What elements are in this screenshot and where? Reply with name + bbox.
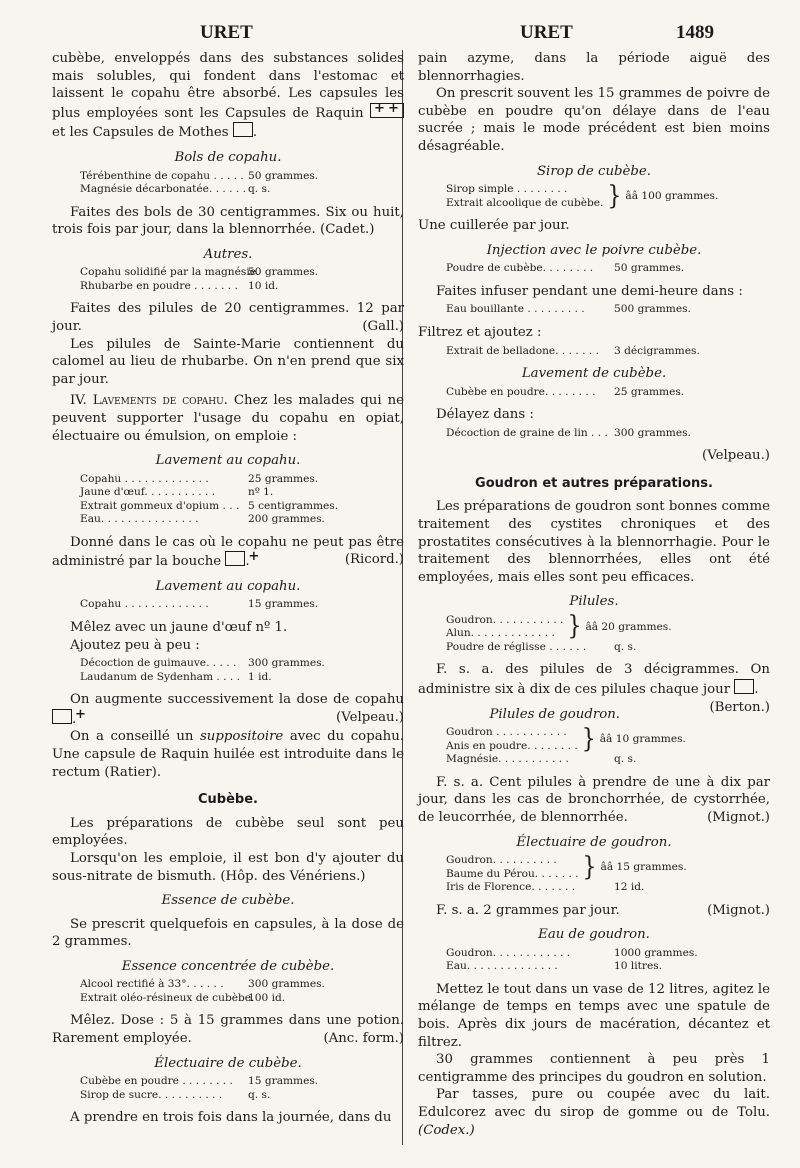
recipe xyxy=(446,303,770,317)
source: (Velpeau.) xyxy=(702,448,770,464)
quantity: ââ 15 grammes. xyxy=(600,860,687,873)
recipe-line xyxy=(80,280,404,294)
text: Donné dans le cas où le copahu ne peut pas être administré par la bouche xyxy=(52,534,404,570)
text: Chez les malades qui ne peuvent supporter l'usage du copahu en opiat, électuaire ou émulsion, on emploie : xyxy=(52,393,404,444)
paragraph xyxy=(52,300,404,335)
recipe-title: Pilules de goudron. xyxy=(489,706,621,722)
brace-group xyxy=(446,854,770,881)
recipe xyxy=(80,266,404,293)
quantity: 50 grammes. xyxy=(248,169,319,182)
source: (Anc. form.) xyxy=(323,1031,404,1047)
text: F. s. a. des pilules de 3 décigrammes. On administre six à dix de ces pilules chaque jour xyxy=(418,662,770,698)
recipe xyxy=(446,947,770,974)
paragraph xyxy=(52,850,404,885)
brace-group xyxy=(446,611,770,642)
text: avec du copahu. Une capsule de Raquin huilée est introduite dans le rectum (Ratier). xyxy=(52,729,404,780)
recipe-line xyxy=(446,262,770,276)
recipe-line xyxy=(80,486,404,500)
recipe-line xyxy=(80,170,404,184)
ingredient: Goudron . . . . . . . . . . . xyxy=(446,726,567,739)
paragraph: Les préparations de cubèbe seul sont peu employées. xyxy=(52,815,404,849)
source: (Codex.) xyxy=(418,1122,475,1138)
source: (Cadet.) xyxy=(320,222,375,238)
paragraph: Les pilules de Sainte-Marie contiennent du calomel au lieu de rhubarbe. On n'en prend que six par jour. xyxy=(52,336,404,387)
plus-box-symbol-icon: + xyxy=(52,709,72,724)
text: Faites des pilules de 20 centigrammes. 12 par jour. xyxy=(52,301,404,334)
recipe xyxy=(446,183,770,210)
paragraph: Se prescrit quelquefois en capsules, à la dose de 2 grammes. xyxy=(52,916,404,950)
recipe-title: Eau de goudron. xyxy=(538,927,650,943)
recipe xyxy=(446,726,770,767)
capsule-symbol-icon: + + xyxy=(370,103,404,118)
quantity: 500 grammes. xyxy=(614,303,691,316)
recipe-title: Sirop de cubèbe. xyxy=(536,163,652,179)
recipe-title: Bols de copahu. xyxy=(174,149,282,165)
paragraph xyxy=(52,728,404,781)
recipe-title: Injection avec le poivre cubèbe. xyxy=(486,242,702,258)
quantity: 25 grammes. xyxy=(248,472,319,485)
quantity: nº 1. xyxy=(248,486,274,499)
ingredient: Extrait oléo-résineux de cubèbe. xyxy=(80,991,255,1004)
quantity: 10 litres. xyxy=(614,960,663,973)
text: Mêlez. Dose : 5 à 15 grammes dans une potion. Rarement employée. xyxy=(52,1013,404,1047)
quantity: ââ 10 grammes. xyxy=(599,733,686,745)
page-header xyxy=(0,22,800,46)
recipe-line xyxy=(446,753,770,767)
recipe-line xyxy=(80,266,404,280)
running-head-left: URET xyxy=(200,22,253,43)
paragraph: On augmente successivement la dose de copahu + . (Velpeau.) xyxy=(52,691,404,728)
ingredient: Extrait alcoolique de cubèbe. xyxy=(446,196,604,209)
quantity: 300 grammes. xyxy=(614,426,691,439)
ingredient: Poudre de réglisse . . . . . . xyxy=(446,640,587,653)
ingredient: Cubèbe en poudre. . . . . . . . xyxy=(446,385,596,398)
source: (Hôp. des Vénériens.) xyxy=(220,868,366,884)
ingredient: Iris de Florence. . . . . . . xyxy=(446,881,576,894)
recipe-title: Essence de cubèbe. xyxy=(161,893,295,909)
recipe-line xyxy=(80,1089,404,1103)
recipe-line xyxy=(80,183,404,197)
recipe-line xyxy=(446,947,770,961)
ingredient: Goudron. . . . . . . . . . . . xyxy=(446,946,571,959)
ingredient: Poudre de cubèbe. . . . . . . . xyxy=(446,262,594,275)
recipe-line xyxy=(446,386,770,400)
ingredient: Sirop de sucre. . . . . . . . . . xyxy=(80,1088,223,1101)
quantity: 200 grammes. xyxy=(248,513,325,526)
source: (Mignot.) xyxy=(707,902,770,918)
quantity: 25 grammes. xyxy=(614,385,685,398)
quantity: 1000 grammes. xyxy=(614,946,698,959)
ingredient: Cubèbe en poudre . . . . . . . . xyxy=(80,1075,233,1088)
text: On augmente successivement la dose de copahu xyxy=(70,692,404,708)
recipe xyxy=(80,657,404,684)
recipe-line xyxy=(80,1075,404,1089)
recipe-title: Autres. xyxy=(203,246,253,262)
paragraph: Ajoutez peu à peu : xyxy=(70,637,200,653)
recipe-line xyxy=(80,657,404,671)
text: cubèbe, enveloppés dans des substances solides mais solubles, qui fondent dans l'estomac et laissent le copahu être absorbé. Les capsules les plus employées sont les Capsules de Raquin xyxy=(52,51,404,121)
quantity: 10 id. xyxy=(248,279,279,292)
quantity: 12 id. xyxy=(614,881,645,894)
page-number: 1489 xyxy=(676,22,714,43)
ingredient: Copahu . . . . . . . . . . . . . xyxy=(80,598,209,611)
paragraph: Filtrez et ajoutez : xyxy=(418,324,542,340)
recipe xyxy=(80,978,404,1005)
recipe-line xyxy=(446,960,770,974)
quantity: 3 décigrammes. xyxy=(614,344,700,357)
quantity: q. s. xyxy=(614,753,637,766)
text: Lorsqu'on les emploie, il est bon d'y ajouter du sous-nitrate de bismuth. xyxy=(52,850,404,884)
brace-group xyxy=(446,726,770,753)
recipe xyxy=(446,262,770,276)
recipe-line xyxy=(80,513,404,527)
recipe-title: Lavement au copahu. xyxy=(155,453,301,469)
ingredient: Magnésie. . . . . . . . . . . xyxy=(446,753,569,766)
quantity: q. s. xyxy=(248,183,271,196)
recipe xyxy=(446,386,770,400)
square-symbol-icon xyxy=(734,679,754,694)
recipe-title: Pilules. xyxy=(569,594,619,610)
left-column xyxy=(52,50,404,1127)
recipe xyxy=(446,854,770,895)
recipe-title: Électuaire de goudron. xyxy=(516,834,672,850)
ingredient: Goudron. . . . . . . . . . . xyxy=(446,613,564,626)
quantity: ââ 20 grammes. xyxy=(585,620,672,633)
recipe-title: Lavement au copahu. xyxy=(155,578,301,594)
brace-icon: } xyxy=(567,611,582,642)
quantity: 15 grammes. xyxy=(248,1075,319,1088)
quantity: 5 centigrammes. xyxy=(248,499,339,512)
quantity: ââ 100 grammes. xyxy=(625,189,719,202)
section-heading: IV. Lavements de copahu. xyxy=(70,393,228,409)
quantity: 50 grammes. xyxy=(248,266,319,279)
ingredient: Magnésie décarbonatée. . . . . . xyxy=(80,183,246,196)
source: (Berton.) xyxy=(709,699,770,715)
recipe-line xyxy=(80,473,404,487)
ingredient: Décoction de graine de lin . . . xyxy=(446,426,608,439)
ingredient: Jaune d'œuf. . . . . . . . . . . xyxy=(80,486,216,499)
ingredient: Rhubarbe en poudre . . . . . . . xyxy=(80,279,238,292)
brace-icon: } xyxy=(581,724,596,755)
paragraph xyxy=(418,774,770,827)
ingredient: Copahu solidifié par la magnésie. xyxy=(80,266,260,279)
text: F. s. a. 2 grammes par jour. xyxy=(436,902,620,918)
ingredient: Eau bouillante . . . . . . . . . xyxy=(446,303,585,316)
ingredient: Sirop simple . . . . . . . . xyxy=(446,183,568,196)
recipe xyxy=(80,170,404,197)
paragraph: Mêlez avec un jaune d'œuf nº 1. xyxy=(70,619,288,635)
ingredient: Extrait gommeux d'opium . . . xyxy=(80,499,240,512)
emphasis: suppositoire xyxy=(199,729,284,745)
recipe xyxy=(80,1075,404,1102)
quantity: 50 grammes. xyxy=(614,262,685,275)
recipe xyxy=(446,345,770,359)
recipe xyxy=(80,598,404,612)
recipe-line xyxy=(80,500,404,514)
text: Par tasses, pure ou coupée avec du lait. Edulcorez avec du sirop de gomme ou de Tolu. xyxy=(418,1087,770,1120)
plus-box-symbol-icon: + xyxy=(225,551,245,566)
recipe-line xyxy=(446,427,770,441)
paragraph: Une cuillerée par jour. xyxy=(418,218,570,234)
quantity: 300 grammes. xyxy=(248,657,325,670)
paragraph xyxy=(52,204,404,239)
ingredient: Alun. . . . . . . . . . . . . xyxy=(446,627,555,640)
paragraph: Les préparations de goudron sont bonnes comme traitement des cystites chroniques et des prostatites consécutives à la blennorrhagie. Pour le traitement des blennorrhées, elles ont été employées, mais elles sont peu efficaces. xyxy=(418,499,770,585)
ingredient: Goudron. . . . . . . . . . xyxy=(446,854,557,867)
paragraph: cubèbe, enveloppés dans des substances solides mais solubles, qui fondent dans l'estomac et laissent le copahu être absorbé. Les capsules les plus employées sont les Capsules de Raquin + + et les Capsules de Mothes . xyxy=(52,51,404,141)
quantity: q. s. xyxy=(248,1088,271,1101)
ingredient: Laudanum de Sydenham . . . . xyxy=(80,670,240,683)
text: et les Capsules de Mothes xyxy=(52,125,229,141)
ingredient: Térébenthine de copahu . . . . . xyxy=(80,169,244,182)
ingredient: Eau. . . . . . . . . . . . . . xyxy=(446,960,558,973)
brace-icon: } xyxy=(607,181,622,212)
text: On a conseillé un xyxy=(70,729,194,745)
right-column xyxy=(418,50,770,1139)
text: F. s. a. Cent pilules à prendre de une à dix par jour, dans les cas de bronchorrhée, de cystorrhée, de leucorrhée, de blennorrhée. xyxy=(418,774,770,825)
paragraph xyxy=(418,1086,770,1139)
recipe-line xyxy=(446,303,770,317)
source: (Mignot.) xyxy=(707,809,770,825)
source: (Gall.) xyxy=(362,318,404,334)
paragraph: A prendre en trois fois dans la journée, dans du xyxy=(70,1110,392,1126)
paragraph: pain azyme, dans la période aiguë des blennorrhagies. xyxy=(418,51,770,84)
paragraph: Donné dans le cas où le copahu ne peut pas être administré par la bouche + . (Ricord.) xyxy=(52,534,404,570)
recipe xyxy=(446,427,770,441)
ingredient: Décoction de guimauve. . . . . xyxy=(80,657,237,670)
paragraph xyxy=(418,902,770,920)
recipe xyxy=(446,611,770,655)
recipe-title: Lavement de cubèbe. xyxy=(521,366,667,382)
quantity: 100 id. xyxy=(248,991,286,1004)
paragraph: Mettez le tout dans un vase de 12 litres, agitez le mélange de temps en temps avec une spatule de bois. Après dix jours de macération, décantez et filtrez. xyxy=(418,981,770,1050)
ingredient: Extrait de belladone. . . . . . . xyxy=(446,344,599,357)
ingredient: Baume du Pérou. . . . . . . xyxy=(446,867,579,880)
recipe-title: Électuaire de cubèbe. xyxy=(154,1055,302,1071)
ingredient: Copahu . . . . . . . . . . . . . xyxy=(80,472,209,485)
paragraph xyxy=(52,392,404,445)
recipe-line xyxy=(446,345,770,359)
recipe-line xyxy=(80,992,404,1006)
brace-icon: } xyxy=(582,852,597,883)
text: Faites des bols de 30 centigrammes. Six ou huit, trois fois par jour, dans la blennorrhée. xyxy=(52,204,404,238)
quantity: 300 grammes. xyxy=(248,978,325,991)
quantity: 15 grammes. xyxy=(248,598,319,611)
paragraph: F. s. a. des pilules de 3 décigrammes. On administre six à dix de ces pilules chaque jour . (Berton.) xyxy=(418,662,770,715)
square-symbol-icon xyxy=(233,122,253,137)
paragraph: Délayez dans : xyxy=(436,407,534,423)
recipe-line xyxy=(80,978,404,992)
section-heading: Goudron et autres préparations. xyxy=(475,475,713,491)
quantity: 1 id. xyxy=(248,670,272,683)
source: (Ricord.) xyxy=(344,552,404,568)
paragraph: 30 grammes contiennent à peu près 1 centigramme des principes du goudron en solution. xyxy=(418,1052,770,1085)
recipe-line xyxy=(446,641,770,655)
ingredient: Eau. . . . . . . . . . . . . . . xyxy=(80,513,199,526)
paragraph xyxy=(52,1012,404,1047)
ingredient: Alcool rectifié à 33°. . . . . . xyxy=(80,978,224,991)
source: (Velpeau.) xyxy=(336,709,404,725)
paragraph: Faites infuser pendant une demi-heure dans : xyxy=(436,283,743,299)
brace-group xyxy=(446,183,770,210)
ingredient: Anis en poudre. . . . . . . . xyxy=(446,739,578,752)
recipe xyxy=(80,473,404,527)
section-heading: Cubèbe. xyxy=(198,792,258,808)
recipe-line xyxy=(80,671,404,685)
recipe-line xyxy=(446,881,770,895)
recipe-title: Essence concentrée de cubèbe. xyxy=(121,958,335,974)
running-head-right: URET xyxy=(520,22,573,43)
paragraph: On prescrit souvent les 15 grammes de poivre de cubèbe en poudre qu'on délaye dans de l'eau sucrée ; mais le mode précédent est bien moins désagréable. xyxy=(418,86,770,154)
recipe-line xyxy=(80,598,404,612)
quantity: q. s. xyxy=(614,640,637,653)
